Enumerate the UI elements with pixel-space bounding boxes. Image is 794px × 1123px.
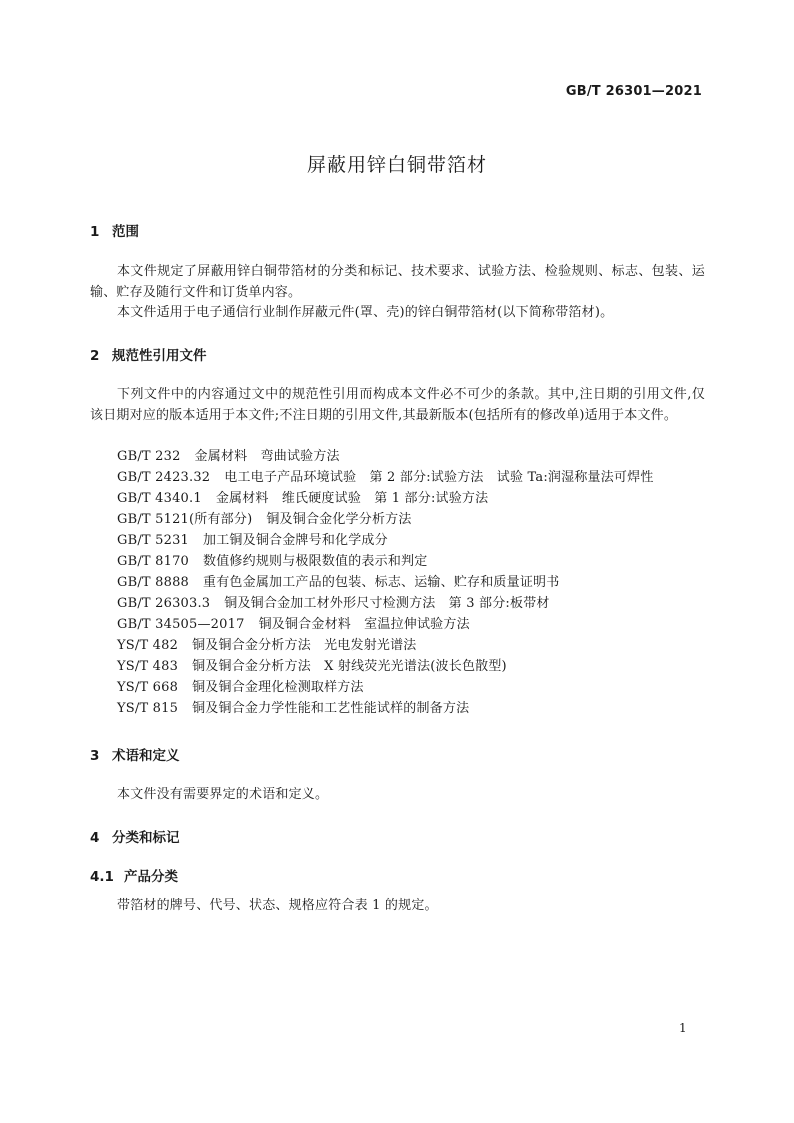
reference-code: YS/T 482 bbox=[117, 638, 179, 653]
reference-item bbox=[117, 677, 654, 698]
section-title: 规范性引用文件 bbox=[112, 348, 207, 364]
page-number: 1 bbox=[679, 1021, 687, 1035]
standard-code: GB/T 26301—2021 bbox=[565, 84, 702, 99]
section-heading-classification bbox=[90, 826, 180, 846]
reference-item bbox=[117, 467, 654, 488]
reference-item bbox=[117, 635, 654, 656]
section-number: 4 bbox=[90, 830, 100, 846]
reference-code: GB/T 34505—2017 bbox=[117, 617, 245, 632]
section-heading-terms bbox=[90, 744, 180, 764]
reference-name: 加工铜及铜合金牌号和化学成分 bbox=[203, 533, 388, 548]
section-heading-normative-refs bbox=[90, 344, 207, 364]
reference-item bbox=[117, 593, 654, 614]
reference-name: 铜及铜合金力学性能和工艺性能试样的制备方法 bbox=[192, 701, 470, 716]
reference-code: GB/T 4340.1 bbox=[117, 491, 202, 506]
reference-name: 重有色金属加工产品的包装、标志、运输、贮存和质量证明书 bbox=[203, 575, 560, 590]
reference-item bbox=[117, 572, 654, 593]
subsection-heading-product-classification bbox=[90, 865, 178, 885]
reference-list bbox=[117, 446, 654, 719]
reference-item bbox=[117, 530, 654, 551]
reference-item bbox=[117, 551, 654, 572]
reference-name: 铜及铜合金加工材外形尺寸检测方法 第 3 部分:板带材 bbox=[224, 596, 550, 611]
reference-code: YS/T 668 bbox=[117, 680, 179, 695]
reference-item bbox=[117, 698, 654, 719]
reference-item bbox=[117, 614, 654, 635]
subsection-title: 产品分类 bbox=[124, 869, 178, 885]
reference-name: 数值修约规则与极限数值的表示和判定 bbox=[203, 554, 428, 569]
section-number: 3 bbox=[90, 748, 100, 764]
reference-code: GB/T 2423.32 bbox=[117, 470, 211, 485]
reference-name: 铜及铜合金分析方法 X 射线荧光光谱法(波长色散型) bbox=[192, 659, 507, 674]
reference-code: GB/T 26303.3 bbox=[117, 596, 211, 611]
section-number: 2 bbox=[90, 348, 100, 364]
reference-item bbox=[117, 446, 654, 467]
scope-paragraph-2: 本文件适用于电子通信行业制作屏蔽元件(罩、壳)的锌白铜带箔材(以下简称带箔材)。 bbox=[117, 305, 614, 320]
reference-name: 铜及铜合金化学分析方法 bbox=[266, 512, 412, 527]
reference-code: GB/T 5121(所有部分) bbox=[117, 512, 253, 527]
reference-name: 电工电子产品环境试验 第 2 部分:试验方法 试验 Ta:润湿称量法可焊性 bbox=[224, 470, 654, 485]
reference-code: GB/T 5231 bbox=[117, 533, 190, 548]
product-classification-paragraph: 带箔材的牌号、代号、状态、规格应符合表 1 的规定。 bbox=[117, 898, 438, 913]
section-title: 分类和标记 bbox=[112, 830, 180, 846]
reference-code: YS/T 483 bbox=[117, 659, 179, 674]
document-title: 屏蔽用锌白铜带箔材 bbox=[306, 154, 487, 176]
reference-name: 铜及铜合金分析方法 光电发射光谱法 bbox=[192, 638, 417, 653]
normative-refs-intro: 下列文件中的内容通过文中的规范性引用而构成本文件必不可少的条款。其中,注日期的引用文件,仅该日期对应的版本适用于本文件;不注日期的引用文件,其最新版本(包括所有的修改单)适用于本文件。 bbox=[90, 387, 705, 423]
reference-name: 金属材料 弯曲试验方法 bbox=[194, 449, 340, 464]
section-title: 术语和定义 bbox=[112, 748, 180, 764]
section-heading-scope bbox=[90, 220, 139, 240]
reference-code: GB/T 8888 bbox=[117, 575, 190, 590]
section-number: 1 bbox=[90, 224, 100, 240]
scope-paragraph-1: 本文件规定了屏蔽用锌白铜带箔材的分类和标记、技术要求、试验方法、检验规则、标志、包装、运输、贮存及随行文件和订货单内容。 bbox=[90, 264, 705, 300]
reference-item bbox=[117, 509, 654, 530]
reference-item bbox=[117, 656, 654, 677]
subsection-number: 4.1 bbox=[90, 869, 114, 885]
terms-paragraph: 本文件没有需要界定的术语和定义。 bbox=[117, 787, 329, 802]
reference-code: GB/T 8170 bbox=[117, 554, 190, 569]
reference-name: 铜及铜合金材料 室温拉伸试验方法 bbox=[258, 617, 470, 632]
reference-code: YS/T 815 bbox=[117, 701, 179, 716]
reference-name: 铜及铜合金理化检测取样方法 bbox=[192, 680, 364, 695]
reference-name: 金属材料 维氏硬度试验 第 1 部分:试验方法 bbox=[215, 491, 489, 506]
section-title: 范围 bbox=[112, 224, 139, 240]
reference-code: GB/T 232 bbox=[117, 449, 181, 464]
reference-item bbox=[117, 488, 654, 509]
